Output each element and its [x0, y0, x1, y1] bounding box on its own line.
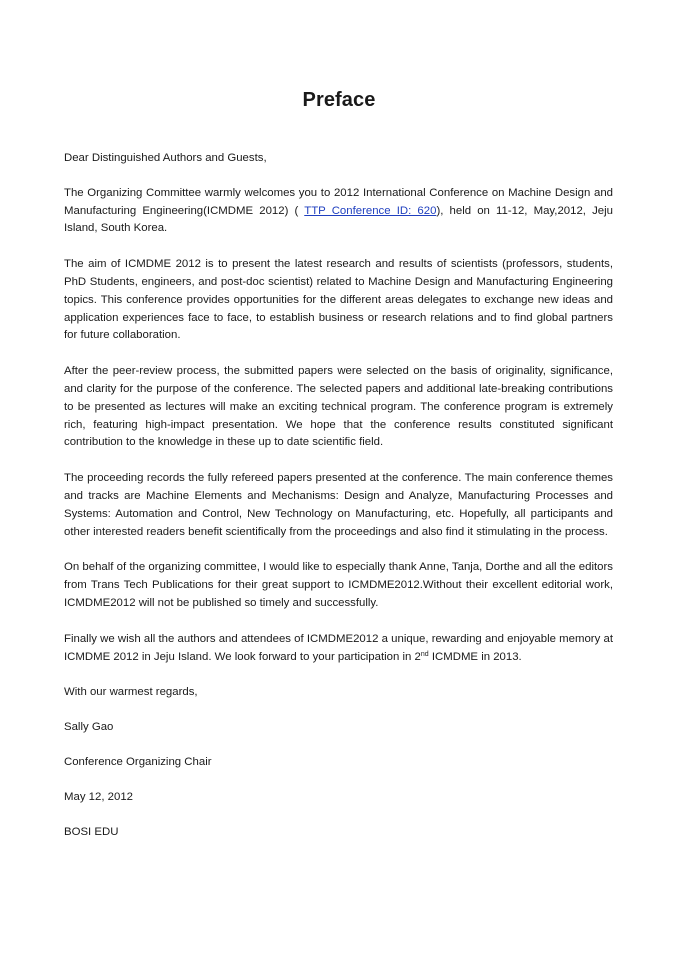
paragraph-welcome [64, 185, 613, 238]
paragraph-review: After the peer-review process, the submitted papers were selected on the basis of originality, significance, and clarity for the purpose of the conference. The selected papers and additional late-breaking contributions to be presented as lectures will make an exciting technical program. The conference program is extremely rich, featuring high-impact presentation. We hope that the conference results constituted significant contribution to the knowledge in these up to date scientific field. [64, 365, 613, 449]
paragraph-welcome-text-end: ), held on 11-12, May,2012, Jeju Island, South Korea. [64, 204, 613, 235]
paragraph-welcome-text-start: The Organizing Committee warmly welcomes you to 2012 International Conference on Machine Design and Manufacturing Engineering(ICMDME 2012) ( [64, 186, 613, 217]
paragraph-closing-wish-text-end: ICMDME in 2013. [428, 650, 522, 663]
conference-id-link[interactable]: TTP Conference ID: 620 [304, 204, 437, 217]
paragraph-closing-wish [64, 631, 613, 667]
closing-salutation: With our warmest regards, [64, 686, 198, 699]
document-body [64, 150, 613, 858]
paragraph-proceedings: The proceeding records the fully refereed papers presented at the conference. The main conference themes and tracks are Machine Elements and Mechanisms: Design and Analyze, Manufacturing Processes and Systems: Automation and Control, New Technology on Manufacturing, etc. Hopefully, all participants and other interested readers benefit scientifically from the proceedings and also find it stimulating in the process. [64, 472, 613, 538]
greeting: Dear Distinguished Authors and Guests, [64, 152, 267, 164]
ordinal-superscript: nd [420, 650, 429, 658]
signer-name: Sally Gao [64, 721, 114, 734]
organization-name: BOSI EDU [64, 825, 119, 838]
paragraph-closing-wish-text-start: Finally we wish all the authors and attendees of ICMDME2012 a unique, rewarding and enjoyable memory at ICMDME 2012 in Jeju Island. We look forward to your participation in 2 [64, 632, 613, 663]
paragraph-aim: The aim of ICMDME 2012 is to present the latest research and results of scientists (professors, students, PhD Students, engineers, and post-doc scientist) related to Machine Design and Manufacturing Engineering topics. This conference provides opportunities for the different areas delegates to exchange new ideas and application experiences face to face, to establish business or research relations and to find global partners for future collaboration. [64, 258, 613, 342]
page-title: Preface [302, 89, 376, 111]
signer-role: Conference Organizing Chair [64, 755, 212, 768]
document-date: May 12, 2012 [64, 790, 134, 803]
paragraph-thanks: On behalf of the organizing committee, I would like to especially thank Anne, Tanja, Dorthe and all the editors from Trans Tech Publications for their great support to ICMDME2012.Without their excellent editorial work, ICMDME2012 will not be published so timely and successfully. [64, 561, 613, 609]
